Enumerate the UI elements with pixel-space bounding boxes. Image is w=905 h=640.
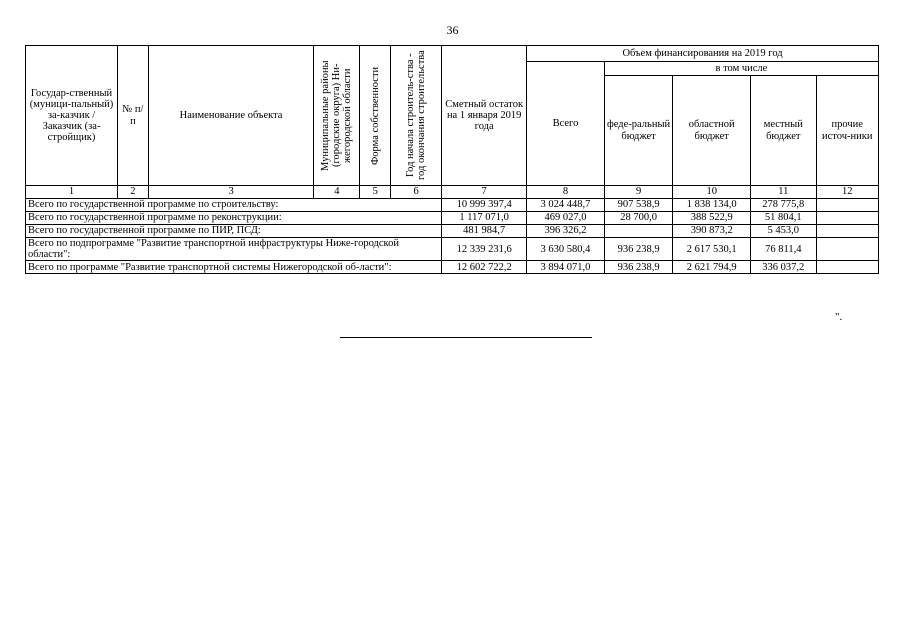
header-other: прочие источ-ники [816,76,879,186]
column-number: 6 [391,186,442,199]
closing-quote: ". [835,311,843,323]
cell-federal: 907 538,9 [604,199,673,212]
table-row [26,212,879,225]
cell-local: 5 453,0 [751,225,816,238]
page-number: 36 [446,23,459,37]
header-estimate-balance: Сметный остаток на 1 января 2019 года [442,46,527,186]
cell-other [816,261,879,274]
cell-regional: 388 522,9 [673,212,751,225]
cell-federal: 28 700,0 [604,212,673,225]
cell-local: 336 037,2 [751,261,816,274]
row-label: Всего по государственной программе по реконструкции: [26,212,442,225]
cell-total: 3 630 580,4 [527,238,605,261]
cell-balance: 481 984,7 [442,225,527,238]
financing-table [25,45,879,274]
cell-balance: 1 117 071,0 [442,212,527,225]
cell-total: 396 326,2 [527,225,605,238]
column-number: 9 [604,186,673,199]
cell-regional: 2 617 530,1 [673,238,751,261]
column-number-row [26,186,879,199]
row-label: Всего по подпрограмме "Развитие транспортной инфраструктуры Ниже-городской области": [26,238,442,261]
table-row [26,199,879,212]
cell-other [816,225,879,238]
table-row [26,225,879,238]
cell-total: 3 024 448,7 [527,199,605,212]
header-including: в том числе [604,62,878,76]
cell-other [816,238,879,261]
column-number: 7 [442,186,527,199]
header-federal: феде-ральный бюджет [604,76,673,186]
cell-other [816,212,879,225]
column-number: 10 [673,186,751,199]
cell-balance: 10 999 397,4 [442,199,527,212]
column-number: 12 [816,186,879,199]
cell-total: 469 027,0 [527,212,605,225]
cell-local: 51 804,1 [751,212,816,225]
cell-federal [604,225,673,238]
table-row [26,261,879,274]
row-label: Всего по государственной программе по строительству: [26,199,442,212]
header-regional: областной бюджет [673,76,751,186]
cell-balance: 12 602 722,2 [442,261,527,274]
header-object-name: Наименование объекта [148,46,314,186]
table-row [26,238,879,261]
column-number: 8 [527,186,605,199]
column-number: 3 [148,186,314,199]
horizontal-rule [340,337,592,338]
cell-other [816,199,879,212]
header-years: Год начала строитель-ства - год окончания строительства [391,46,442,186]
header-ownership: Форма собственности [360,46,391,186]
cell-federal: 936 238,9 [604,238,673,261]
header-local: местный бюджет [751,76,816,186]
cell-local: 278 775,8 [751,199,816,212]
cell-local: 76 811,4 [751,238,816,261]
column-number: 5 [360,186,391,199]
cell-regional: 390 873,2 [673,225,751,238]
header-customer: Государ-ственный (муници-пальный) за-казчик / Заказчик (за-стройщик) [26,46,118,186]
cell-federal: 936 238,9 [604,261,673,274]
column-number: 2 [118,186,149,199]
column-number: 1 [26,186,118,199]
column-number: 4 [314,186,360,199]
header-funding-group: Объем финансирования на 2019 год [527,46,879,62]
row-label: Всего по программе "Развитие транспортной системы Нижегородской об-ласти": [26,261,442,274]
row-label: Всего по государственной программе по ПИР, ПСД: [26,225,442,238]
cell-total: 3 894 071,0 [527,261,605,274]
cell-regional: 2 621 794,9 [673,261,751,274]
header-districts: Муниципальные районы (городские округа) Ни-жегородской области [314,46,360,186]
cell-balance: 12 339 231,6 [442,238,527,261]
header-total: Всего [527,62,605,186]
header-number: № п/п [118,46,149,186]
column-number: 11 [751,186,816,199]
cell-regional: 1 838 134,0 [673,199,751,212]
